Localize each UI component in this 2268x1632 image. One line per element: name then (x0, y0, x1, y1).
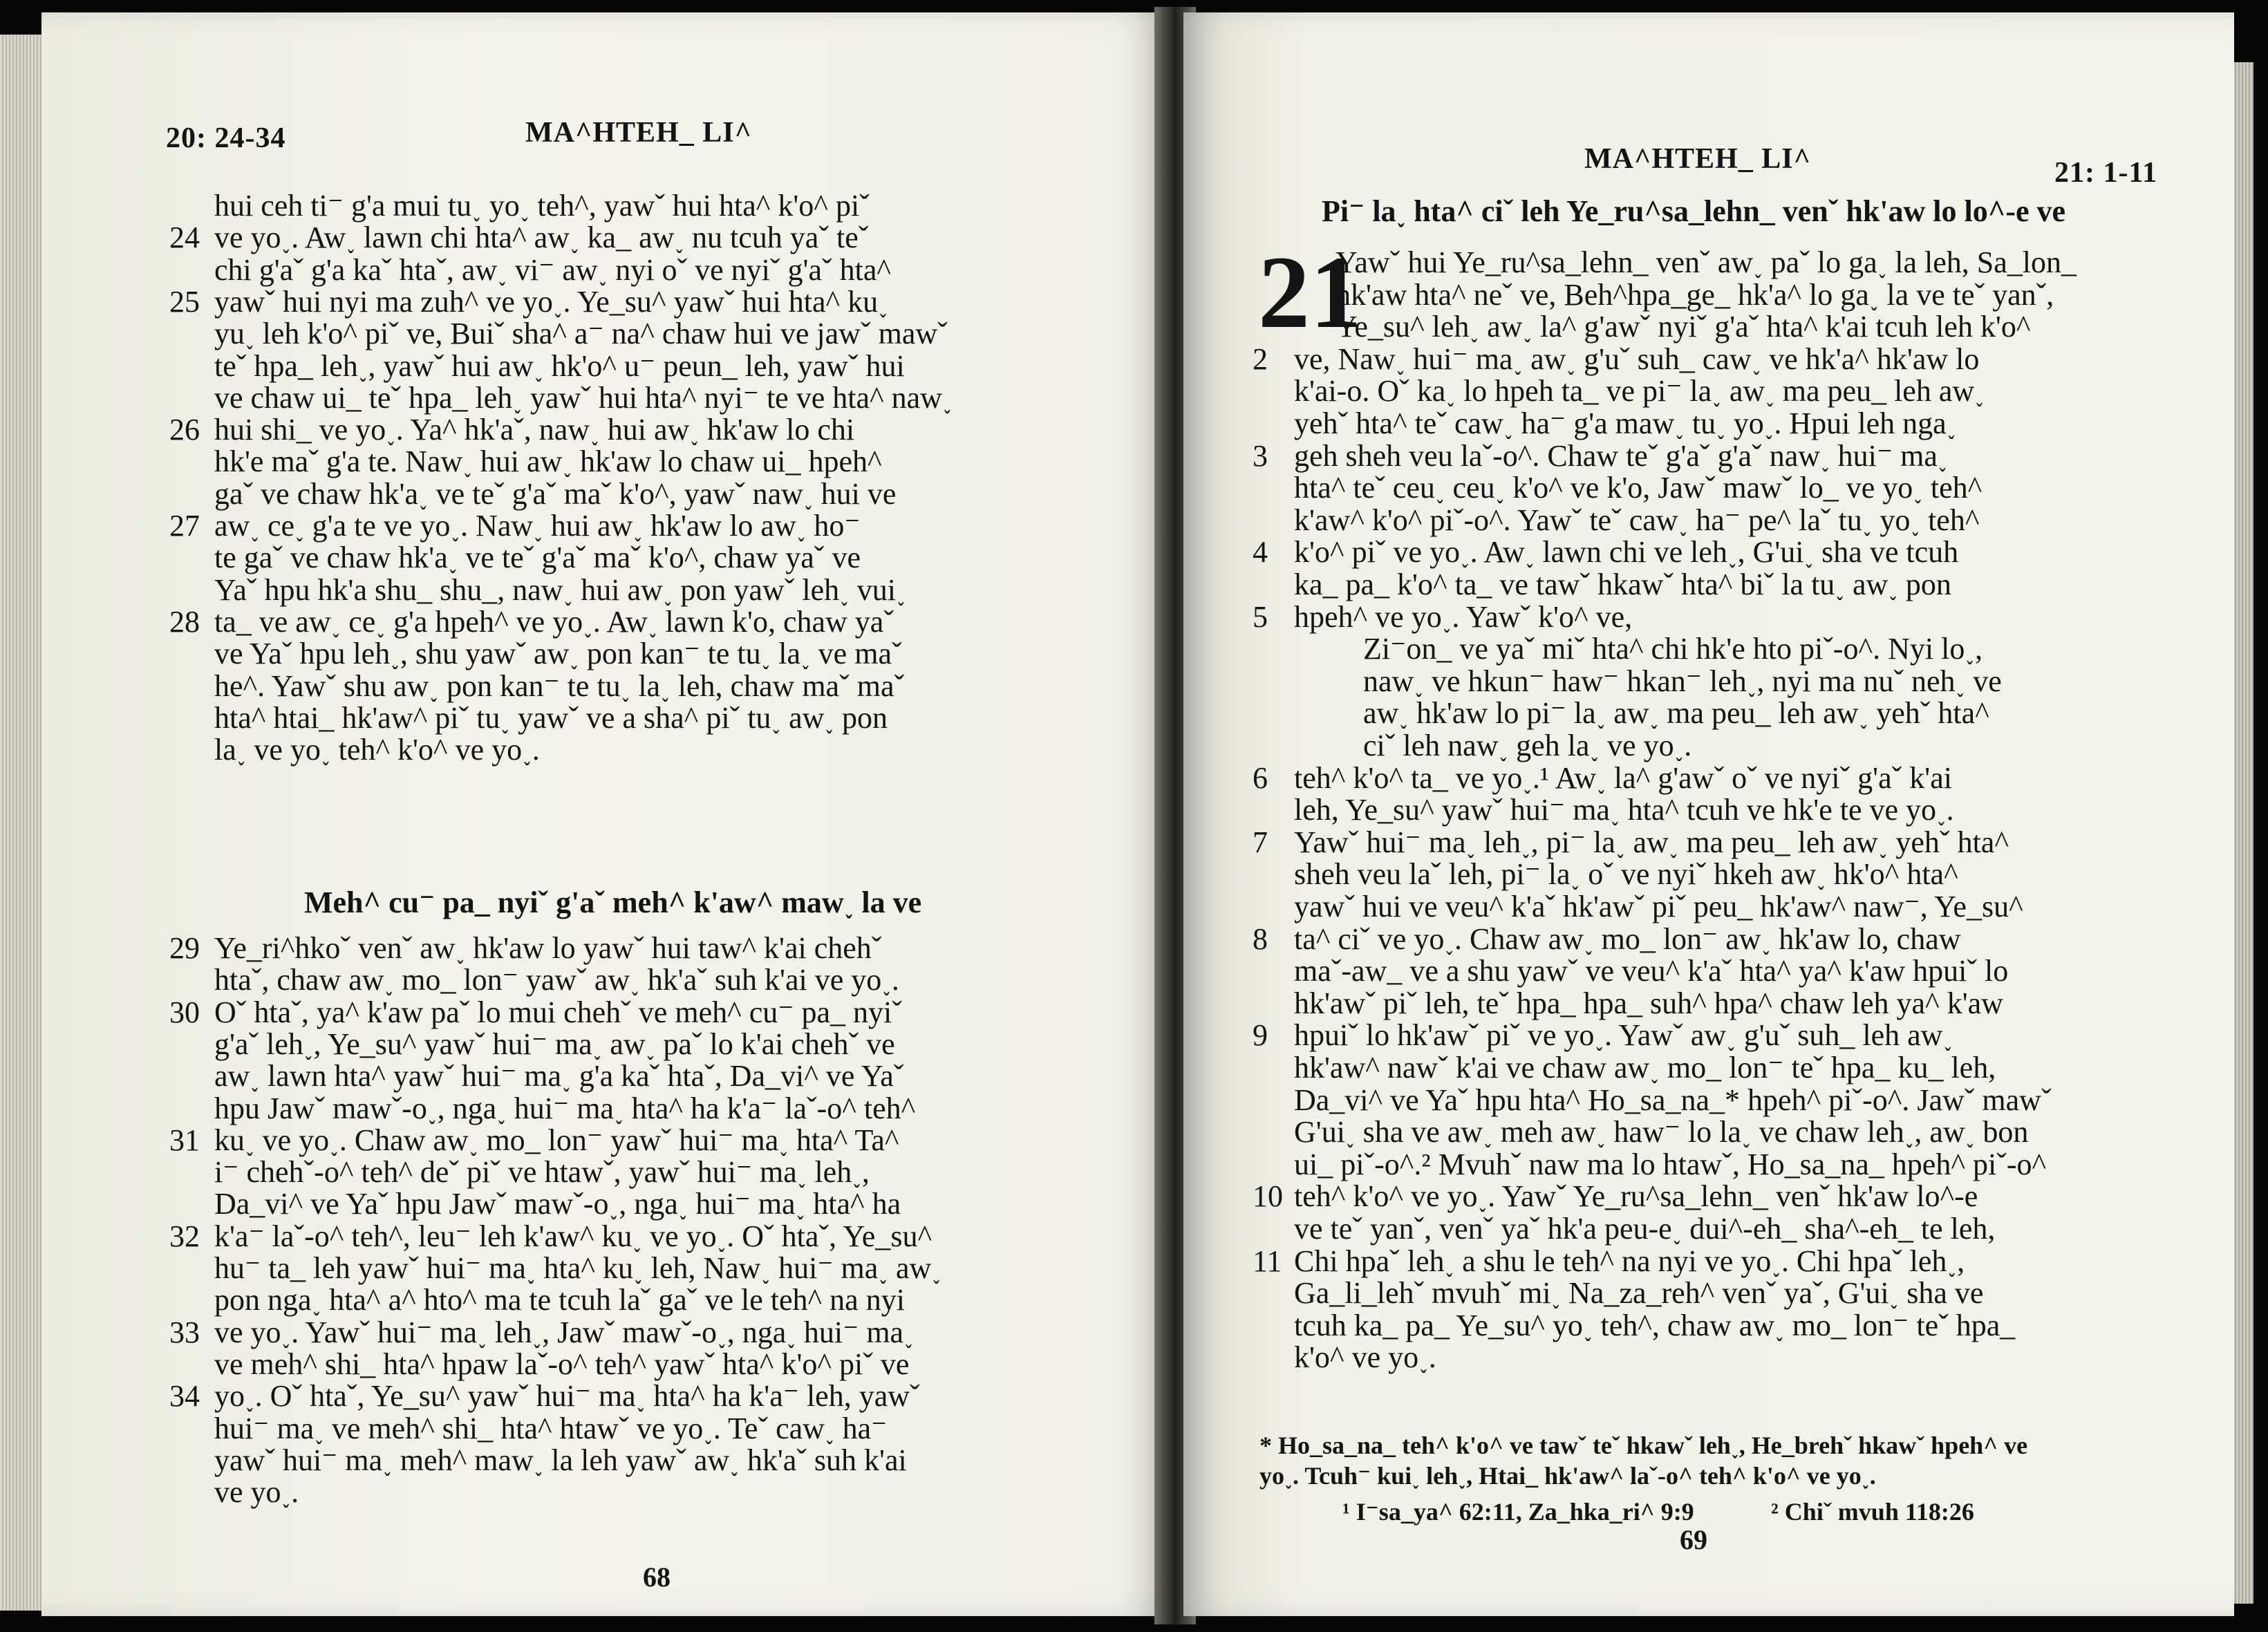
text-line: la˯ ve yo˯ teh^ k'o^ ve yo˯. (214, 733, 540, 767)
text-line: tcuh ka_ pa_ Ye_su^ yo˯ teh^, chaw aw˯ mo_ lon⁻ teˇ hpa_ (1294, 1308, 2016, 1342)
verse-number: 34 (169, 1379, 200, 1414)
text-line: k'o^ piˇ ve yo˯. Aw˯ lawn chi ve leh˯, G'ui˯ sha ve tcuh (1294, 535, 1959, 570)
text-line: Da_vi^ ve Yaˇ hpu Jawˇ mawˇ-o˯, nga˯ hui⁻ ma˯ hta^ ha (214, 1187, 901, 1221)
text-line: hpu Jawˇ mawˇ-o˯, nga˯ hui⁻ ma˯ hta^ ha k'a⁻ laˇ-o^ teh^ (214, 1091, 916, 1125)
right-chapter-reference: 21: 1-11 (2054, 157, 2158, 189)
text-line: Yawˇ hui Ye_ru^sa_lehn_ venˇ aw˯ paˇ lo ga˯ la leh, Sa_lon_ (1336, 245, 2077, 279)
text-line: teh^ k'o^ ta_ ve yo˯.¹ Aw˯ la^ g'awˇ oˇ ve nyiˇ g'aˇ k'ai (1294, 760, 1952, 795)
text-line: k'a⁻ laˇ-o^ teh^, leu⁻ leh k'aw^ ku˯ ve yo˯. Oˇ htaˇ, Ye_su^ (214, 1219, 932, 1253)
verse-number: 30 (169, 995, 200, 1029)
verse-number: 2 (1253, 341, 1268, 376)
text-line: aw˯ lawn hta^ yawˇ hui⁻ ma˯ g'a kaˇ htaˇ, Da_vi^ ve Yaˇ (214, 1059, 904, 1094)
verse-number: 7 (1253, 825, 1268, 859)
text-line: Yaˇ hpu hk'a shu_ shu_, naw˯ hui aw˯ pon yawˇ leh˯ vui˯ (214, 572, 906, 607)
text-line: ka_ pa_ k'o^ ta_ ve tawˇ hkawˇ hta^ biˇ la tu˯ aw˯ pon (1294, 568, 1951, 601)
text-line: Ye_su^ leh˯ aw˯ la^ g'awˇ nyiˇ g'aˇ hta^ k'ai tcuh leh k'o^ (1336, 310, 2031, 344)
text-line: Yawˇ hui⁻ ma˯ leh˯, pi⁻ la˯ aw˯ ma peu_ leh aw˯ yehˇ hta^ (1294, 825, 2009, 859)
text-line: k'aw^ k'o^ piˇ-o^. Yawˇ teˇ caw˯ ha⁻ pe^ laˇ tu˯ yo˯ teh^ (1294, 503, 1980, 537)
verse-number: 25 (169, 284, 200, 319)
text-line: ui_ piˇ-o^.² Mvuhˇ naw ma lo htawˇ, Ho_sa_na_ hpeh^ piˇ-o^ (1294, 1147, 2047, 1181)
text-line: teˇ hpa_ leh˯, yawˇ hui aw˯ hk'o^ u⁻ peun_ leh, yawˇ hui (214, 348, 905, 383)
text-line: chi g'aˇ g'a kaˇ htaˇ, aw˯ vi⁻ aw˯ nyi oˇ ve nyiˇ g'aˇ hta^ (214, 252, 892, 287)
text-line: yo˯. Oˇ htaˇ, Ye_su^ yawˇ hui⁻ ma˯ hta^ ha k'a⁻ leh, yawˇ (214, 1379, 920, 1414)
text-line: Oˇ htaˇ, ya^ k'aw paˇ lo mui chehˇ ve meh^ cu⁻ pa_ nyiˇ (214, 995, 902, 1029)
text-line: hpeh^ ve yo˯. Yawˇ k'o^ ve, (1294, 599, 1633, 634)
text-line: g'aˇ leh˯, Ye_su^ yawˇ hui⁻ ma˯ aw˯ paˇ lo k'ai chehˇ ve (214, 1026, 895, 1061)
right-section-heading: Pi⁻ la˯ hta^ ciˇ leh Ye_ru^sa_lehn_ venˇ hk'aw lo lo^-e ve (1322, 194, 2066, 228)
text-line: pon nga˯ hta^ a^ hto^ ma te tcuh laˇ gaˇ ve le teh^ na nyi (214, 1283, 905, 1317)
text-line: leh, Ye_su^ yawˇ hui⁻ ma˯ hta^ tcuh ve hk'e te ve yo˯. (1294, 793, 1954, 827)
verse-number: 5 (1253, 599, 1268, 634)
text-line: geh sheh veu laˇ-o^. Chaw teˇ g'aˇ g'aˇ naw˯ hui⁻ ma˯ (1294, 438, 1948, 473)
text-line: Zi⁻on_ ve yaˇ miˇ hta^ chi hk'e hto piˇ-o^. Nyi lo˯, (1363, 632, 1983, 666)
verse-number: 4 (1253, 535, 1268, 570)
text-line: hk'aw^ nawˇ k'ai ve chaw aw˯ mo_ lon⁻ teˇ hpa_ ku_ leh, (1294, 1051, 1996, 1085)
text-line: Ga_li_lehˇ mvuhˇ mi˯ Na_za_reh^ venˇ yaˇ, G'ui˯ sha ve (1294, 1276, 1984, 1311)
text-line: he^. Yawˇ shu aw˯ pon kan⁻ te tu˯ la˯ leh, chaw maˇ maˇ (214, 668, 905, 703)
text-line: htaˇ, chaw aw˯ mo_ lon⁻ yawˇ aw˯ hk'aˇ suh k'ai ve yo˯. (214, 963, 899, 997)
text-line: aw˯ ce˯ g'a te ve yo˯. Naw˯ hui aw˯ hk'aw lo aw˯ ho⁻ (214, 509, 861, 543)
text-line: hpuiˇ lo hk'awˇ piˇ ve yo˯. Yawˇ aw˯ g'uˇ suh_ leh aw˯ (1294, 1018, 1953, 1053)
verse-number: 28 (169, 604, 200, 639)
verse-number: 32 (169, 1219, 200, 1253)
verse-number: 11 (1253, 1244, 1282, 1278)
text-line: yawˇ hui nyi ma zuh^ ve yo˯. Ye_su^ yawˇ hui hta^ ku˯ (214, 284, 888, 319)
verse-number: 27 (169, 509, 200, 543)
text-line: hk'awˇ piˇ leh, teˇ hpa_ hpa_ suh^ hpa^ chaw leh ya^ k'aw (1294, 986, 2003, 1020)
verse-number: 29 (169, 931, 200, 965)
cross-reference-1: ¹ I⁻sa_ya^ 62:11, Za_hka_ri^ 9:9 (1342, 1498, 1694, 1526)
text-line: hui⁻ ma˯ ve meh^ shi_ hta^ htawˇ ve yo˯. Teˇ caw˯ ha⁻ (214, 1411, 888, 1445)
verse-number: 6 (1253, 760, 1268, 795)
text-line: ve yo˯. (214, 1475, 299, 1510)
footnote-line-1: * Ho_sa_na_ teh^ k'o^ ve tawˇ teˇ hkawˇ leh˯, He_brehˇ hkawˇ hpeh^ ve (1259, 1432, 2028, 1459)
text-line: ve teˇ yanˇ, venˇ yaˇ hk'a peu-e˯ dui^-eh_ sha^-eh_ te leh, (1294, 1212, 1996, 1246)
text-line: te gaˇ ve chaw hk'a˯ ve teˇ g'aˇ maˇ k'o^, chaw yaˇ ve (214, 541, 861, 575)
text-line: ve Yaˇ hpu leh˯, shu yawˇ aw˯ pon kan⁻ te tu˯ la˯ ve maˇ (214, 637, 902, 671)
text-line: k'ai-o. Oˇ ka˯ lo hpeh ta_ ve pi⁻ la˯ aw˯ ma peu_ leh aw˯ (1294, 374, 1985, 409)
text-line: ve yo˯. Aw˯ lawn chi hta^ aw˯ ka_ aw˯ nu tcuh yaˇ teˇ (214, 221, 869, 255)
verse-number: 10 (1253, 1179, 1283, 1214)
verse-number: 31 (169, 1123, 200, 1157)
text-line: ve, Naw˯ hui⁻ ma˯ aw˯ g'uˇ suh_ caw˯ ve hk'a^ hk'aw lo (1294, 341, 1980, 376)
text-line: gaˇ ve chaw hk'a˯ ve teˇ g'aˇ maˇ k'o^, yawˇ naw˯ hui ve (214, 476, 897, 511)
text-line: yehˇ hta^ teˇ caw˯ ha⁻ g'a maw˯ tu˯ yo˯. Hpui leh nga˯ (1294, 406, 1957, 440)
text-line: maˇ-aw_ ve a shu yawˇ ve veu^ k'aˇ hta^ ya^ k'aw hpuiˇ lo (1294, 954, 2009, 988)
text-line: hta^ htai_ hk'aw^ piˇ tu˯ yawˇ ve a sha^ piˇ tu˯ aw˯ pon (214, 700, 888, 735)
text-line: Da_vi^ ve Yaˇ hpu hta^ Ho_sa_na_* hpeh^ piˇ-o^. Jawˇ mawˇ (1294, 1082, 2052, 1117)
text-line: ve yo˯. Yawˇ hui⁻ ma˯ leh˯, Jawˇ mawˇ-o˯, nga˯ hui⁻ ma˯ (214, 1315, 914, 1349)
verse-number: 33 (169, 1315, 200, 1349)
verse-number: 26 (169, 413, 200, 447)
text-line: k'o^ ve yo˯. (1294, 1340, 1436, 1375)
text-line: yawˇ hui⁻ ma˯ meh^ maw˯ la leh yawˇ aw˯ hk'aˇ suh k'ai (214, 1443, 907, 1477)
text-line: i⁻ chehˇ-o^ teh^ deˇ piˇ ve htawˇ, yawˇ hui⁻ ma˯ leh˯, (214, 1155, 870, 1190)
text-line: ve meh^ shi_ hta^ hpaw laˇ-o^ teh^ yawˇ hta^ k'o^ piˇ ve (214, 1347, 910, 1381)
verse-number: 8 (1253, 921, 1268, 956)
left-running-title: MA^HTEH_ LI^ (525, 117, 753, 149)
text-line: Ye_ri^hkoˇ venˇ aw˯ hk'aw lo yawˇ hui taw^ k'ai chehˇ (214, 931, 882, 965)
left-page-number: 68 (643, 1561, 671, 1593)
text-line: G'ui˯ sha ve aw˯ meh aw˯ haw⁻ lo la˯ ve chaw leh˯, aw˯ bon (1294, 1115, 2029, 1150)
left-section-heading: Meh^ cu⁻ pa_ nyiˇ g'aˇ meh^ k'aw^ maw˯ la ve (304, 885, 922, 919)
text-line: aw˯ hk'aw lo pi⁻ la˯ aw˯ ma peu_ leh aw˯ yehˇ hta^ (1363, 696, 1989, 731)
text-line: hu⁻ ta_ leh yawˇ hui⁻ ma˯ hta^ ku˯ leh, Naw˯ hui⁻ ma˯ aw˯ (214, 1251, 941, 1285)
left-page (41, 12, 1165, 1616)
text-line: Chi hpaˇ leh˯ a shu le teh^ na nyi ve yo˯. Chi hpaˇ leh˯, (1294, 1244, 1965, 1278)
text-line: hui ceh ti⁻ g'a mui tu˯ yo˯ teh^, yawˇ hui hta^ k'o^ piˇ (214, 189, 870, 223)
text-line: hk'aw hta^ neˇ ve, Beh^hpa_ge_ hk'a^ lo ga˯ la ve teˇ yanˇ, (1336, 277, 2054, 312)
text-line: hta^ teˇ ceu˯ ceu˯ k'o^ ve k'o, Jawˇ mawˇ lo_ ve yo˯ teh^ (1294, 471, 1983, 505)
text-line: naw˯ ve hkun⁻ haw⁻ hkan⁻ leh˯, nyi ma nuˇ neh˯ ve (1363, 664, 2002, 698)
chapter-number: 21 (1258, 235, 1362, 350)
text-line: hk'e maˇ g'a te. Naw˯ hui aw˯ hk'aw lo chaw ui_ hpeh^ (214, 444, 882, 479)
text-line: sheh veu laˇ leh, pi⁻ la˯ oˇ ve nyiˇ hkeh aw˯ hk'o^ hta^ (1294, 857, 1958, 892)
right-page-number: 69 (1680, 1524, 1707, 1555)
verse-number: 24 (169, 221, 200, 255)
text-line: ku˯ ve yo˯. Chaw aw˯ mo_ lon⁻ yawˇ hui⁻ ma˯ hta^ Ta^ (214, 1123, 899, 1157)
text-line: yu˯ leh k'o^ piˇ ve, Buiˇ sha^ a⁻ na^ chaw hui ve jawˇ mawˇ (214, 317, 948, 351)
cross-reference-2: ² Chiˇ mvuh 118:26 (1771, 1498, 1974, 1526)
text-line: ta^ ciˇ ve yo˯. Chaw aw˯ mo_ lon⁻ aw˯ hk'aw lo, chaw (1294, 921, 1961, 956)
text-line: hui shi_ ve yo˯. Ya^ hk'aˇ, naw˯ hui aw˯ hk'aw lo chi (214, 413, 855, 447)
verse-number: 9 (1253, 1018, 1268, 1053)
text-line: ve chaw ui_ teˇ hpa_ leh˯ yawˇ hui hta^ nyi⁻ te ve hta^ naw˯ (214, 380, 953, 415)
text-line: teh^ k'o^ ve yo˯. Yawˇ Ye_ru^sa_lehn_ venˇ hk'aw lo^-e (1294, 1179, 1978, 1214)
footnote-line-2: yo˯. Tcuh⁻ kui˯ leh˯, Htai_ hk'aw^ laˇ-o^ teh^ k'o^ ve yo˯. (1259, 1462, 1876, 1490)
text-line: yawˇ hui ve veu^ k'aˇ hk'awˇ piˇ peu_ hk'aw^ naw⁻, Ye_su^ (1294, 890, 2023, 923)
text-line: ta_ ve aw˯ ce˯ g'a hpeh^ ve yo˯. Aw˯ lawn k'o, chaw yaˇ (214, 604, 894, 639)
right-running-title: MA^HTEH_ LI^ (1584, 143, 1812, 175)
text-line: ciˇ leh naw˯ geh la˯ ve yo˯. (1363, 729, 1692, 762)
verse-number: 3 (1253, 438, 1268, 473)
right-page (1183, 12, 2234, 1616)
left-chapter-reference: 20: 24-34 (166, 122, 286, 154)
